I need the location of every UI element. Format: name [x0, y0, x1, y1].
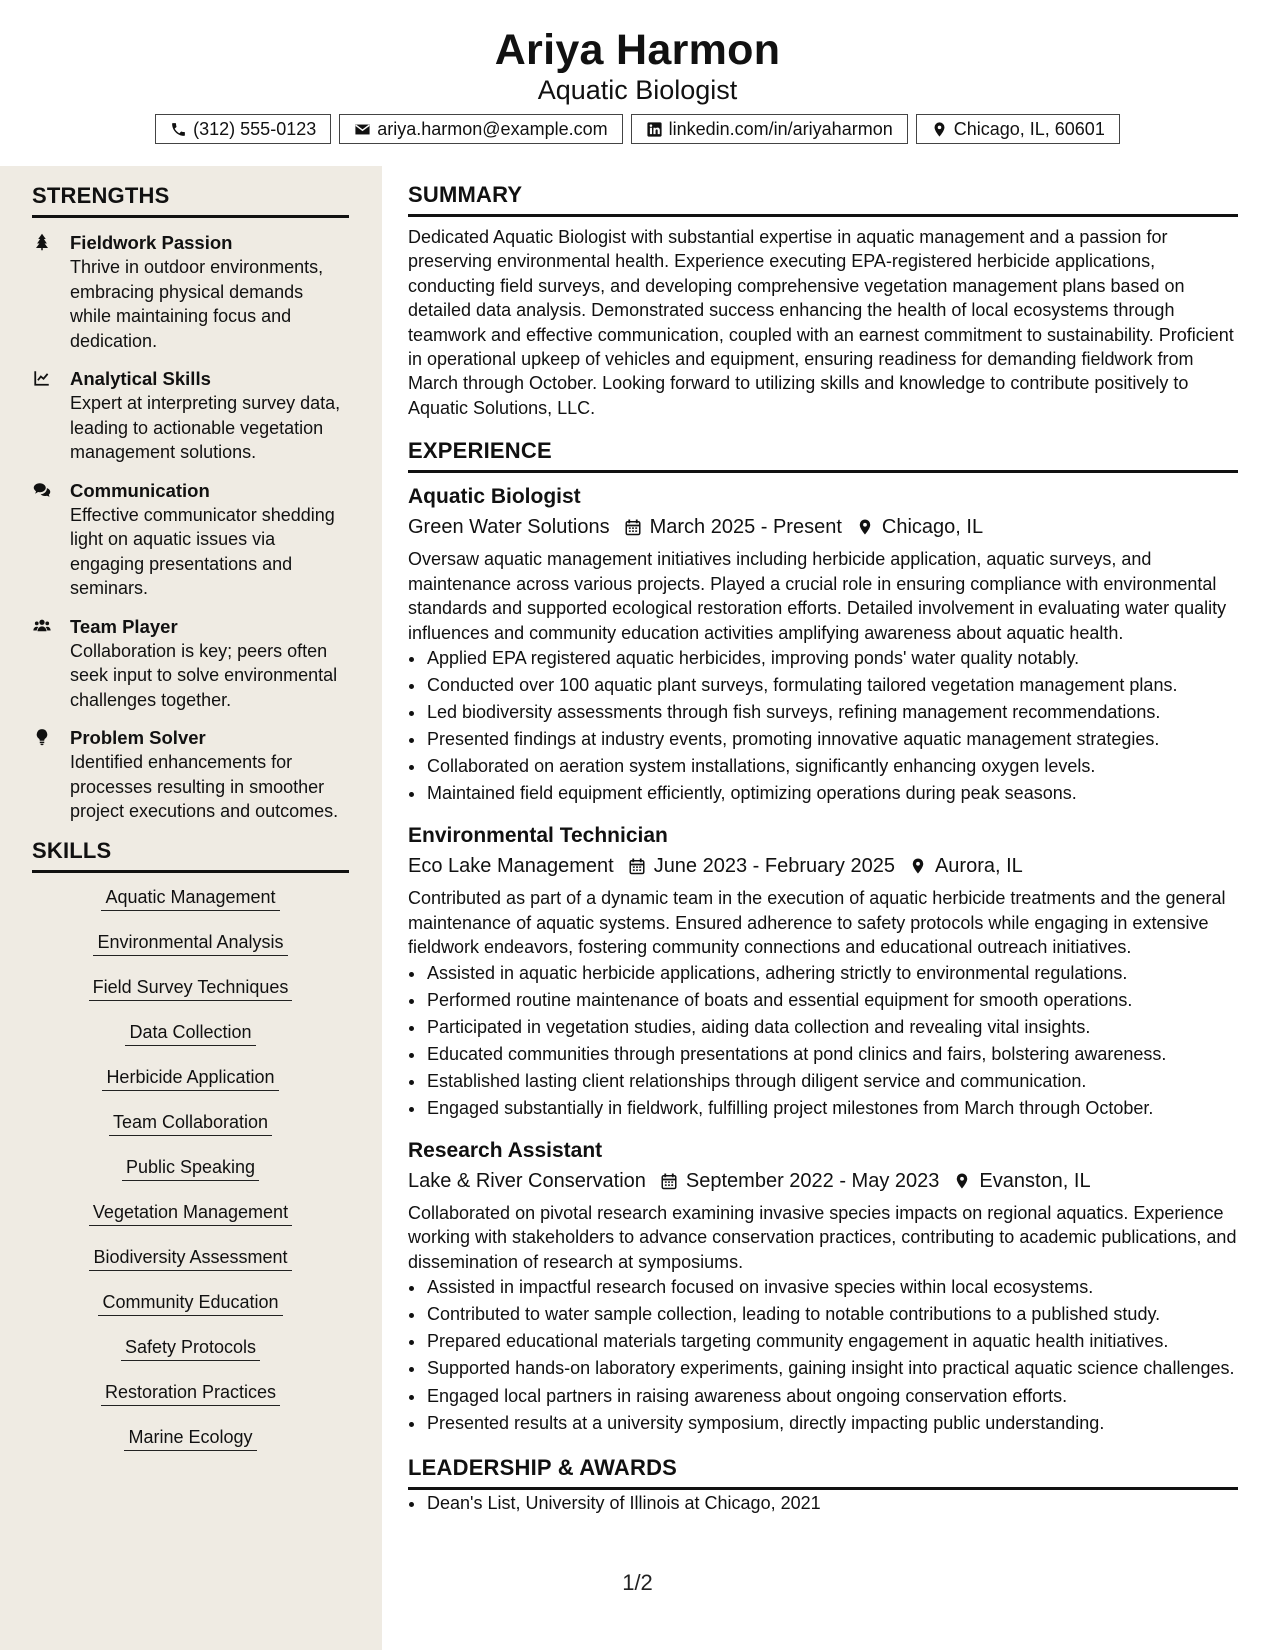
chart-line-icon	[32, 369, 52, 387]
job-bullet: • Collaborated on aeration system installations, significantly enhancing oxygen levels.	[426, 753, 1238, 780]
job-entry	[408, 482, 1238, 807]
job-meta	[408, 1166, 1238, 1196]
leadership-item: • Dean's List, University of Illinois at Chicago, 2021	[426, 1490, 1238, 1517]
main-content	[408, 176, 1238, 1517]
linkedin-icon	[646, 121, 663, 138]
job-bullet: • Maintained field equipment efficiently, optimizing operations during peak seasons.	[426, 780, 1238, 807]
skill-tag: Data Collection	[32, 1016, 349, 1061]
job-bullet: • Presented findings at industry events, promoting innovative aquatic management strategies.	[426, 726, 1238, 753]
skill-tag: Community Education	[32, 1286, 349, 1331]
job-company: Lake & River Conservation	[408, 1169, 646, 1192]
strength-title: Problem Solver	[70, 727, 206, 748]
skill-tag: Marine Ecology	[32, 1421, 349, 1466]
contact-linkedin[interactable]	[631, 114, 908, 144]
job-bullet: • Participated in vegetation studies, aiding data collection and revealing vital insights.	[426, 1014, 1238, 1041]
job-entry	[408, 821, 1238, 1122]
job-bullets	[408, 645, 1238, 807]
skill-tag: Field Survey Techniques	[32, 971, 349, 1016]
job-bullet: • Presented results at a university symposium, directly impacting public understanding.	[426, 1410, 1238, 1437]
skill-tag: Vegetation Management	[32, 1196, 349, 1241]
job-company: Eco Lake Management	[408, 855, 614, 878]
job-location: Aurora, IL	[934, 855, 1023, 878]
contact-bar	[0, 114, 1275, 144]
job-entry	[408, 1136, 1238, 1437]
skill-tag: Biodiversity Assessment	[32, 1241, 349, 1286]
calendar-icon	[660, 1171, 678, 1191]
job-meta	[408, 512, 1238, 542]
location-pin-icon	[931, 121, 948, 138]
job-dates: June 2023 - February 2025	[653, 855, 895, 878]
skill-tag: Safety Protocols	[32, 1331, 349, 1376]
strengths-heading: STRENGTHS	[32, 183, 349, 218]
strength-title: Communication	[70, 479, 210, 501]
job-bullet: • Performed routine maintenance of boats and essential equipment for smooth operations.	[426, 987, 1238, 1014]
skill-tag: Team Collaboration	[32, 1106, 349, 1151]
resume-header	[0, 0, 1275, 144]
strength-item	[32, 614, 349, 713]
comments-icon	[32, 481, 52, 499]
job-bullet: • Engaged substantially in fieldwork, fulfilling project milestones from March through October.	[426, 1095, 1238, 1122]
contact-phone-text: (312) 555-0123	[193, 118, 317, 139]
job-location: Evanston, IL	[979, 1169, 1091, 1192]
skill-tag: Public Speaking	[32, 1151, 349, 1196]
job-bullets	[408, 1274, 1238, 1437]
job-dates: March 2025 - Present	[649, 516, 842, 539]
strength-item	[32, 366, 349, 465]
candidate-name: Ariya Harmon	[494, 26, 781, 74]
skill-tag: Aquatic Management	[32, 881, 349, 926]
job-dates: September 2022 - May 2023	[685, 1169, 940, 1192]
job-bullet: • Contributed to water sample collection, leading to notable contributions to a published study.	[426, 1301, 1238, 1328]
job-bullet: • Supported hands-on laboratory experiments, gaining insight into practical aquatic science challenges.	[426, 1356, 1238, 1381]
job-description: Oversaw aquatic management initiatives including herbicide application, aquatic surveys, and maintenance across various projects. Played a crucial role in ensuring compliance with environmental standards and supported ecological restoration efforts. Detailed involvement in evaluating water quality influences and community education activities amplifying awareness about aquatic health.	[408, 549, 1227, 643]
job-description: Contributed as part of a dynamic team in the execution of aquatic herbicide treatments and the general maintenance of aquatic systems. Ensured adherence to safety protocols while engaging in extensive fieldwork endeavors, fostering community connections and educational outreach initiatives.	[408, 888, 1226, 958]
job-bullet: • Educated communities through presentations at pond clinics and fairs, bolstering awareness.	[426, 1041, 1238, 1068]
experience-heading: EXPERIENCE	[408, 438, 1238, 473]
job-meta	[408, 851, 1238, 881]
skills-heading: SKILLS	[32, 838, 349, 873]
skill-tag: Restoration Practices	[32, 1376, 349, 1421]
summary-heading: SUMMARY	[408, 182, 1238, 217]
job-bullet: • Established lasting client relationships through diligent service and communication.	[426, 1068, 1238, 1095]
contact-email[interactable]	[339, 114, 622, 144]
leadership-list	[408, 1490, 1238, 1517]
strength-desc: Effective communicator shedding light on aquatic issues via engaging presentations and seminars.	[70, 504, 335, 598]
strength-title: Team Player	[70, 615, 178, 637]
contact-linkedin-text: linkedin.com/in/ariyaharmon	[668, 118, 893, 139]
contact-email-text: ariya.harmon@example.com	[377, 118, 608, 139]
strength-title: Analytical Skills	[70, 368, 211, 389]
contact-phone[interactable]	[155, 114, 331, 144]
job-bullet: • Assisted in impactful research focused on invasive species within local ecosystems.	[426, 1274, 1238, 1301]
summary-text: Dedicated Aquatic Biologist with substantial expertise in aquatic management and a passion for preserving environmental health. Experience executing EPA-registered herbicide applications, conducting field surveys, and developing comprehensive vegetation management plans based on detailed data analysis. Demonstrated success enhancing the health of local ecosystems through teamwork and effective communication, coupled with an earnest commitment to sustainability. Proficient in operational upkeep of vehicles and equipment, ensuring readiness for demanding fieldwork from March through October. Looking forward to utilizing skills and knowledge to contribute positively to Aquatic Solutions, LLC.	[408, 227, 1234, 418]
strength-item	[32, 478, 349, 601]
job-title: Research Assistant	[408, 1138, 603, 1162]
calendar-icon	[624, 517, 642, 537]
job-bullet: • Conducted over 100 aquatic plant surveys, formulating tailored vegetation management plans.	[426, 672, 1238, 699]
job-location: Chicago, IL	[881, 516, 984, 539]
job-bullet: • Led biodiversity assessments through fish surveys, refining management recommendations.	[426, 699, 1238, 726]
job-title: Environmental Technician	[408, 824, 668, 848]
job-bullet: • Applied EPA registered aquatic herbicides, improving ponds' water quality notably.	[426, 645, 1238, 672]
job-bullet: • Engaged local partners in raising awareness about ongoing conservation efforts.	[426, 1383, 1238, 1410]
location-pin-icon	[856, 517, 874, 537]
strength-title: Fieldwork Passion	[70, 232, 233, 253]
strengths-list	[32, 230, 349, 824]
strength-item	[32, 230, 349, 353]
job-bullets	[408, 960, 1238, 1122]
lightbulb-icon	[32, 728, 52, 746]
sidebar	[0, 166, 382, 1650]
calendar-icon	[628, 856, 646, 876]
contact-location	[916, 114, 1120, 144]
tree-icon	[32, 233, 52, 251]
strength-item	[32, 725, 349, 824]
job-title: Aquatic Biologist	[408, 485, 581, 509]
location-pin-icon	[953, 1171, 971, 1191]
job-description: Collaborated on pivotal research examining invasive species impacts on regional aquatics. Experience working with stakeholders to advance conservation practices, contributing to academic publications, and dissemination of research at symposiums.	[408, 1202, 1237, 1272]
strength-desc: Collaboration is key; peers often seek input to solve environmental challenges together.	[70, 640, 338, 710]
job-bullet: • Prepared educational materials targeting community engagement in aquatic health initiatives.	[426, 1328, 1238, 1355]
skill-tag: Environmental Analysis	[32, 926, 349, 971]
candidate-title: Aquatic Biologist	[537, 75, 738, 105]
phone-icon	[170, 121, 187, 138]
contact-location-text: Chicago, IL, 60601	[953, 118, 1105, 139]
users-icon	[32, 617, 52, 635]
leadership-heading: LEADERSHIP & AWARDS	[408, 1455, 1238, 1490]
job-bullet: • Assisted in aquatic herbicide applications, adhering strictly to environmental regulations.	[426, 960, 1238, 987]
strength-desc: Expert at interpreting survey data, leading to actionable vegetation management solutions.	[70, 393, 341, 462]
envelope-icon	[354, 121, 371, 138]
strength-desc: Thrive in outdoor environments, embracing physical demands while maintaining focus and dedication.	[70, 257, 324, 351]
page-number: 1/2	[622, 1570, 653, 1595]
strength-desc: Identified enhancements for processes resulting in smoother project executions and outcomes.	[70, 752, 339, 821]
skills-list	[32, 881, 349, 1466]
job-company: Green Water Solutions	[408, 516, 610, 539]
location-pin-icon	[909, 856, 927, 876]
skill-tag: Herbicide Application	[32, 1061, 349, 1106]
